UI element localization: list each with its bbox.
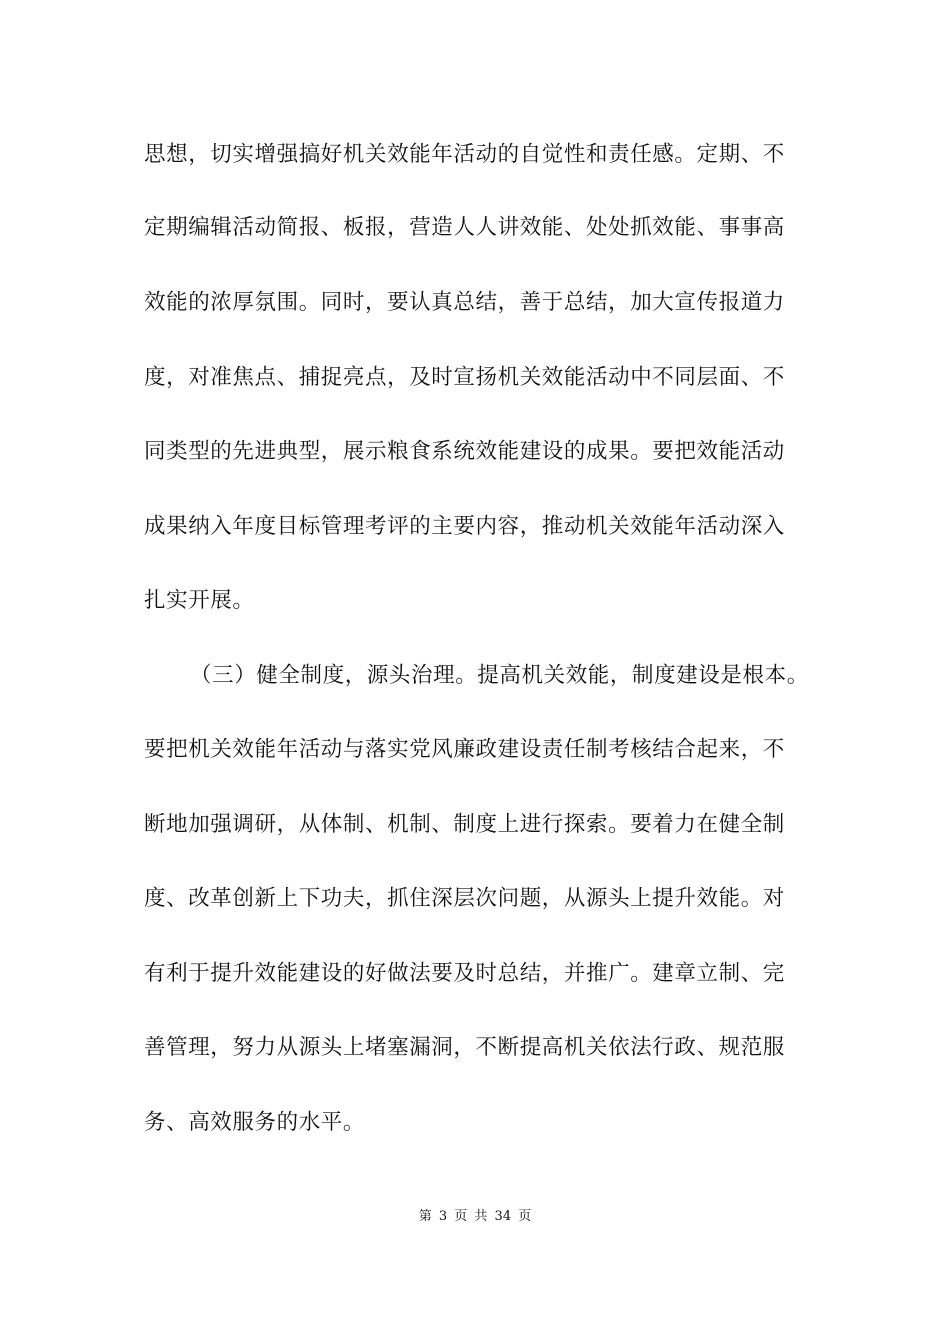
body-text-line: 断地加强调研，从体制、机制、制度上进行探索。要着力在健全制 [144,812,785,837]
body-text-line: 要把机关效能年活动与落实党风廉政建设责任制考核结合起来，不 [144,737,785,762]
body-text-line: 同类型的先进典型，展示粮食系统效能建设的成果。要把效能活动 [144,439,785,464]
section-heading-line: （三）健全制度，源头治理。提高机关效能，制度建设是根本。 [190,663,809,688]
body-text-line: 度、改革创新上下功夫，抓住深层次问题，从源头上提升效能。对 [144,886,785,911]
body-text-line: 有利于提升效能建设的好做法要及时总结，并推广。建章立制、完 [144,961,785,986]
body-text-line: 成果纳入年度目标管理考评的主要内容，推动机关效能年活动深入 [144,514,785,539]
page-number-footer: 第 3 页 共 34 页 [418,1209,532,1224]
body-text-line: 效能的浓厚氛围。同时，要认真总结，善于总结，加大宣传报道力 [144,290,785,315]
body-text-line: 务、高效服务的水平。 [144,1110,366,1135]
body-text-line: 思想，切实增强搞好机关效能年活动的自觉性和责任感。定期、不 [144,142,785,167]
body-text-line: 定期编辑活动简报、板报，营造人人讲效能、处处抓效能、事事高 [144,215,785,240]
body-text-line: 度，对准焦点、捕捉亮点，及时宣扬机关效能活动中不同层面、不 [144,365,785,390]
body-text-line: 善管理，努力从源头上堵塞漏洞，不断提高机关依法行政、规范服 [144,1035,785,1060]
body-text-line: 扎实开展。 [144,588,255,613]
